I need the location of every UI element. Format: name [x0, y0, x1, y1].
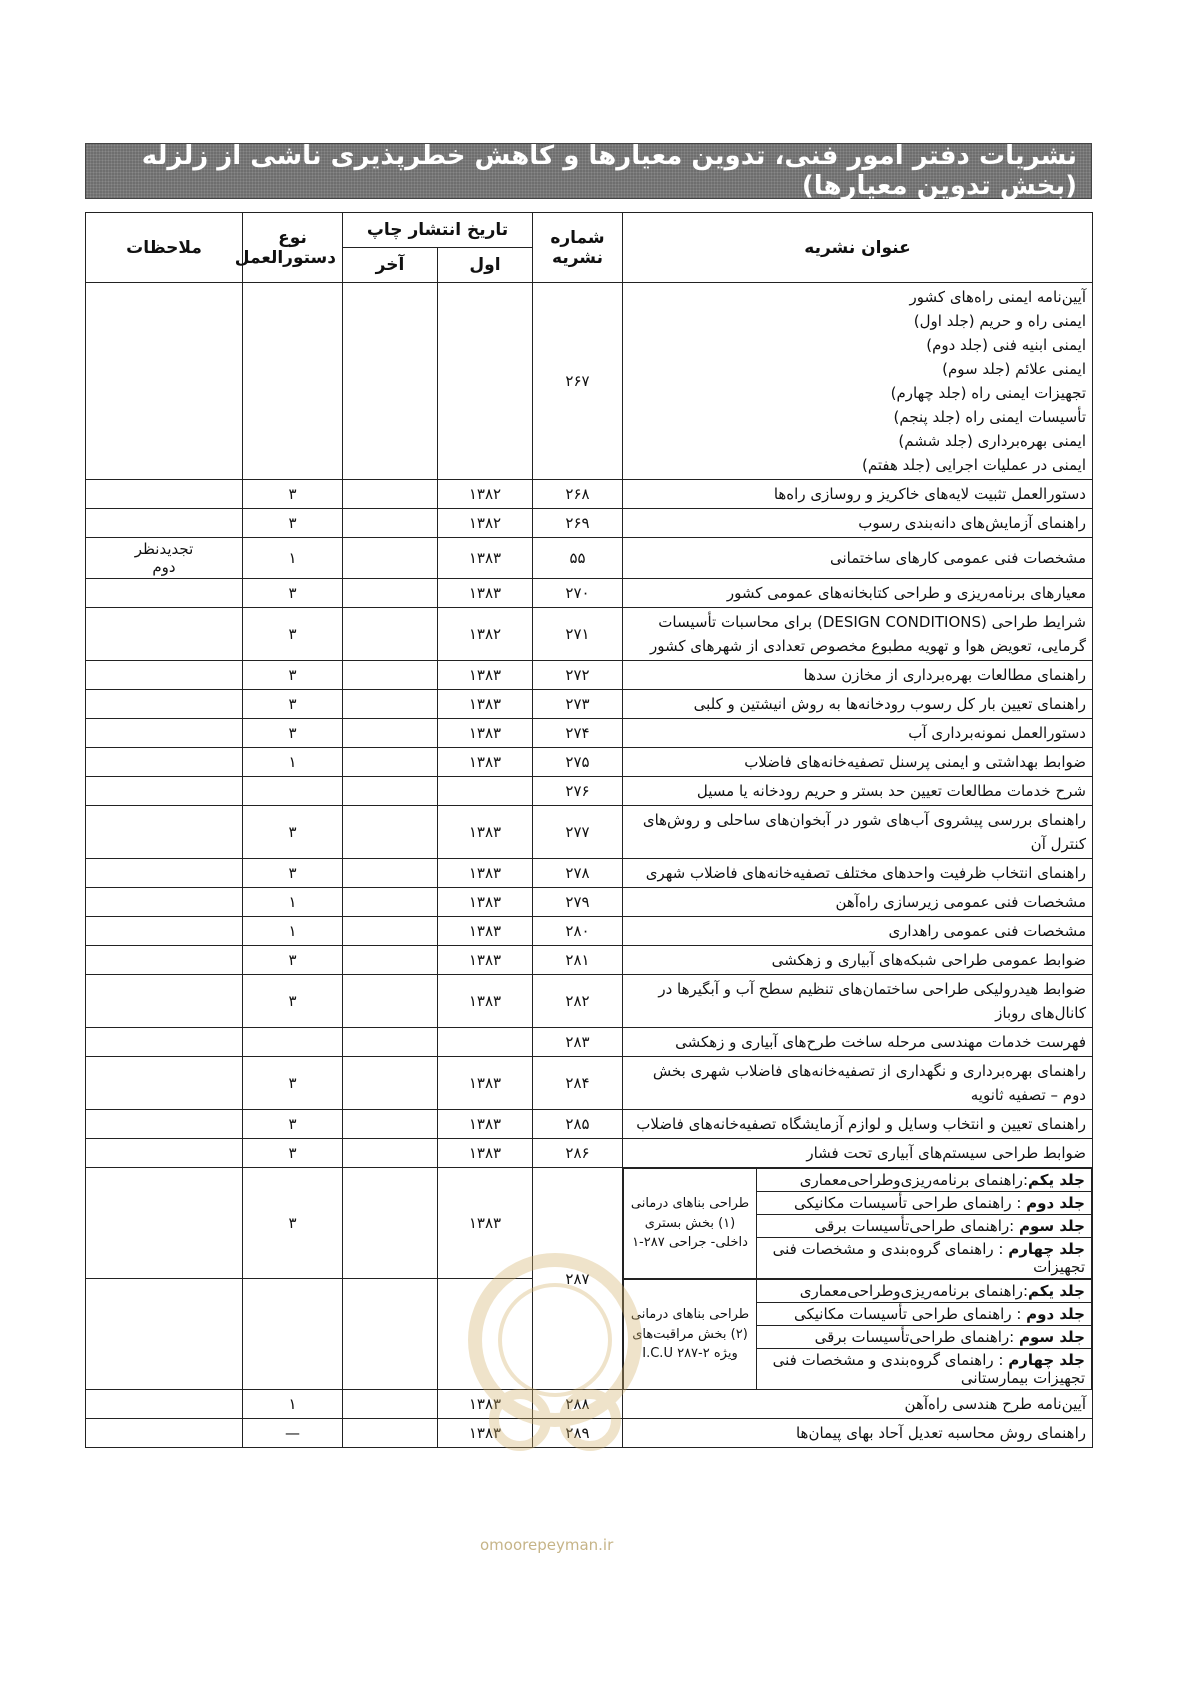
row-last-date — [343, 859, 438, 888]
row-type: ۳ — [243, 1057, 343, 1110]
volume-item: جلد سوم :راهنمای طراحی‌تأسیسات برقی — [757, 1215, 1092, 1238]
row-type: ۱ — [243, 888, 343, 917]
table-row — [86, 719, 1093, 748]
row-title: راهنمای بررسی پیشروی آب‌های شور در آبخوان‌های ساحلی و روش‌های کنترل آن — [623, 806, 1093, 859]
volume-item: جلد یکم:راهنمای برنامه‌ریزی‌وطراحی‌معماری — [757, 1169, 1092, 1192]
row-title: راهنمای تعیین و انتخاب وسایل و لوازم آزمایشگاه تصفیه‌خانه‌های فاضلاب — [623, 1110, 1093, 1139]
row-first-date: ۱۳۸۳ — [438, 806, 533, 859]
row-title: راهنمای تعیین بار کل رسوب رودخانه‌ها به روش انیشتین و کلبی — [623, 690, 1093, 719]
row-type: ۳ — [243, 1168, 343, 1279]
row-number: ۲۸۱ — [533, 946, 623, 975]
row-notes — [86, 748, 243, 777]
row-type: ۳ — [243, 719, 343, 748]
row-number: ۲۷۹ — [533, 888, 623, 917]
row-title: آیین‌نامه طرح هندسی راه‌آهن — [623, 1390, 1093, 1419]
row-title: راهنمای آزمایش‌های دانه‌بندی رسوب — [623, 509, 1093, 538]
row-first-date: ۱۳۸۳ — [438, 579, 533, 608]
row-notes: تجدیدنظر دوم — [86, 538, 243, 579]
row-number: ۲۷۴ — [533, 719, 623, 748]
row-number: ۲۷۱ — [533, 608, 623, 661]
row-notes — [86, 661, 243, 690]
volume-group-label: طراحی بناهای درمانی (۲) بخش مراقبت‌های ویژه I.C.U ۲۸۷-۲ — [624, 1280, 757, 1390]
row-last-date — [343, 1057, 438, 1110]
publications-table — [85, 212, 1093, 1448]
row-notes — [86, 975, 243, 1028]
row-first-date: ۱۳۸۳ — [438, 946, 533, 975]
row-last-date — [343, 608, 438, 661]
row-type: ۳ — [243, 690, 343, 719]
row-notes — [86, 946, 243, 975]
row-last-date — [343, 579, 438, 608]
banner-title: نشریات دفتر امور فنی، تدوین معیارها و کاهش خطرپذیری ناشی از زلزله (بخش تدوین معیارها) — [141, 141, 1077, 201]
row-first-date: ۱۳۸۳ — [438, 1110, 533, 1139]
row-number: ۲۸۴ — [533, 1057, 623, 1110]
row-notes — [86, 480, 243, 509]
row-first-date: ۱۳۸۳ — [438, 661, 533, 690]
volume-item: جلد سوم :راهنمای طراحی‌تأسیسات برقی — [757, 1326, 1092, 1349]
row-number: ۲۷۷ — [533, 806, 623, 859]
table-row — [86, 1110, 1093, 1139]
volume-item: جلد یکم:راهنمای برنامه‌ریزی‌وطراحی‌معماری — [757, 1280, 1092, 1303]
row-type: ۳ — [243, 946, 343, 975]
row-first-date: ۱۳۸۳ — [438, 748, 533, 777]
row-first-date: ۱۳۸۳ — [438, 859, 533, 888]
row-type: ۱ — [243, 538, 343, 579]
row-title: مشخصات فنی عمومی کارهای ساختمانی — [623, 538, 1093, 579]
row-notes — [86, 1390, 243, 1419]
row-number: ۲۷۰ — [533, 579, 623, 608]
table-row — [86, 579, 1093, 608]
row-last-date — [343, 480, 438, 509]
row-type: ۳ — [243, 859, 343, 888]
header-date: تاریخ انتشار چاپ — [343, 213, 533, 248]
row-type: ۱ — [243, 748, 343, 777]
table-row — [86, 690, 1093, 719]
row-type: ۳ — [243, 1139, 343, 1168]
table-row — [86, 1057, 1093, 1110]
row-last-date — [343, 777, 438, 806]
table-row — [86, 946, 1093, 975]
row-first-date: ۱۳۸۳ — [438, 1168, 533, 1279]
row-number: ۲۸۹ — [533, 1419, 623, 1448]
row-title: راهنمای مطالعات بهره‌برداری از مخازن سدها — [623, 661, 1093, 690]
row-first-date: ۱۳۸۳ — [438, 538, 533, 579]
row-first-date: ۱۳۸۳ — [438, 917, 533, 946]
row-notes — [86, 1279, 243, 1390]
header-first: اول — [438, 248, 533, 283]
row-number: ۲۸۰ — [533, 917, 623, 946]
row-last-date — [343, 1419, 438, 1448]
row-last-date — [343, 283, 438, 480]
row-last-date — [343, 719, 438, 748]
row-first-date: ۱۳۸۲ — [438, 480, 533, 509]
row-title: دستورالعمل نمونه‌برداری آب — [623, 719, 1093, 748]
row-first-date — [438, 1279, 533, 1390]
row-last-date — [343, 1110, 438, 1139]
page-banner — [85, 143, 1092, 199]
row-first-date — [438, 283, 533, 480]
row-title: معیارهای برنامه‌ریزی و طراحی کتابخانه‌های عمومی کشور — [623, 579, 1093, 608]
table-row — [86, 1139, 1093, 1168]
row-first-date: ۱۳۸۳ — [438, 690, 533, 719]
table-row — [86, 509, 1093, 538]
row-notes — [86, 608, 243, 661]
table-row-hospital-1 — [86, 1168, 1093, 1279]
row-title: راهنمای روش محاسبه تعدیل آحاد بهای پیمان‌ها — [623, 1419, 1093, 1448]
header-number: شماره نشریه — [533, 213, 623, 283]
row-last-date — [343, 946, 438, 975]
row-first-date: ۱۳۸۲ — [438, 509, 533, 538]
row-title: شرایط طراحی (DESIGN CONDITIONS) برای محاسبات تأسیسات گرمایی، تعویض هوا و تهویه مطبوع مخصوص تعدادی از شهرهای کشور — [623, 608, 1093, 661]
row-last-date — [343, 806, 438, 859]
row-type: ۳ — [243, 661, 343, 690]
row-title: فهرست خدمات مهندسی مرحله ساخت طرح‌های آبیاری و زهکشی — [623, 1028, 1093, 1057]
table-row — [86, 661, 1093, 690]
row-first-date: ۱۳۸۳ — [438, 888, 533, 917]
row-first-date: ۱۳۸۳ — [438, 719, 533, 748]
row-title: مشخصات فنی عمومی زیرسازی راه‌آهن — [623, 888, 1093, 917]
table-row — [86, 608, 1093, 661]
row-title: ضوابط بهداشتی و ایمنی پرسنل تصفیه‌خانه‌های فاضلاب — [623, 748, 1093, 777]
table-row — [86, 283, 1093, 480]
row-last-date — [343, 748, 438, 777]
row-first-date: ۱۳۸۳ — [438, 1419, 533, 1448]
header-last: آخر — [343, 248, 438, 283]
header-type: نوع دستورالعمل — [243, 213, 343, 283]
volume-item: جلد چهارم : راهنمای گروه‌بندی و مشخصات فنی تجهیزات بیمارستانی — [757, 1349, 1092, 1390]
row-number: ۲۷۸ — [533, 859, 623, 888]
row-last-date — [343, 1139, 438, 1168]
row-type — [243, 1028, 343, 1057]
row-number: ۲۶۷ — [533, 283, 623, 480]
row-last-date — [343, 538, 438, 579]
row-first-date: ۱۳۸۳ — [438, 1139, 533, 1168]
table-row — [86, 806, 1093, 859]
table-row — [86, 480, 1093, 509]
row-type — [243, 283, 343, 480]
row-last-date — [343, 509, 438, 538]
table-row — [86, 1028, 1093, 1057]
row-number: ۲۷۲ — [533, 661, 623, 690]
row-notes — [86, 1139, 243, 1168]
row-notes — [86, 719, 243, 748]
row-type: ۱ — [243, 917, 343, 946]
row-first-date: ۱۳۸۳ — [438, 975, 533, 1028]
row-last-date — [343, 1168, 438, 1279]
row-first-date — [438, 777, 533, 806]
table-row — [86, 975, 1093, 1028]
row-type: ۳ — [243, 608, 343, 661]
row-type: ۱ — [243, 1390, 343, 1419]
row-notes — [86, 283, 243, 480]
row-notes — [86, 579, 243, 608]
header-notes: ملاحظات — [86, 213, 243, 283]
row-title: ضوابط هیدرولیکی طراحی ساختمان‌های تنظیم سطح آب و آبگیرها در کانال‌های روباز — [623, 975, 1093, 1028]
table-row — [86, 917, 1093, 946]
row-type — [243, 777, 343, 806]
row-first-date: ۱۳۸۳ — [438, 1057, 533, 1110]
row-notes — [86, 1028, 243, 1057]
table-row — [86, 538, 1093, 579]
row-title: شرح خدمات مطالعات تعیین حد بستر و حریم رودخانه یا مسیل — [623, 777, 1093, 806]
table-row — [86, 1390, 1093, 1419]
row-title: مشخصات فنی عمومی راهداری — [623, 917, 1093, 946]
volume-item: جلد چهارم : راهنمای گروه‌بندی و مشخصات فنی تجهیزات — [757, 1238, 1092, 1279]
row-title: راهنمای بهره‌برداری و نگهداری از تصفیه‌خانه‌های فاضلاب شهری بخش دوم – تصفیه ثانویه — [623, 1057, 1093, 1110]
volume-item: جلد دوم : راهنمای طراحی تأسیسات مکانیکی — [757, 1303, 1092, 1326]
row-title: ضوابط طراحی سیستم‌های آبیاری تحت فشار — [623, 1139, 1093, 1168]
row-type: ۳ — [243, 975, 343, 1028]
table-row — [86, 888, 1093, 917]
row-number: ۲۸۳ — [533, 1028, 623, 1057]
row-last-date — [343, 690, 438, 719]
table-row — [86, 748, 1093, 777]
row-number: ۲۸۵ — [533, 1110, 623, 1139]
row-type: ۳ — [243, 480, 343, 509]
row-number: ۲۷۶ — [533, 777, 623, 806]
row-number: ۲۸۶ — [533, 1139, 623, 1168]
row-last-date — [343, 917, 438, 946]
row-notes — [86, 1057, 243, 1110]
row-last-date — [343, 1279, 438, 1390]
header-title: عنوان نشریه — [623, 213, 1093, 283]
table-row — [86, 777, 1093, 806]
volumes-table — [623, 1168, 1092, 1278]
row-type: ۳ — [243, 509, 343, 538]
row-title: ضوابط عمومی طراحی شبکه‌های آبیاری و زهکشی — [623, 946, 1093, 975]
row-notes — [86, 777, 243, 806]
row-title: راهنمای انتخاب ظرفیت واحدهای مختلف تصفیه‌خانه‌های فاضلاب شهری — [623, 859, 1093, 888]
row-number: ۲۶۸ — [533, 480, 623, 509]
row-title: آیین‌نامه ایمنی راه‌های کشور ایمنی راه و حریم (جلد اول) ایمنی ابنیه فنی (جلد دوم) ایمنی علائم (جلد سوم) تجهیزات ایمنی راه (جلد چهارم) تأسیسات ایمنی راه (جلد پنجم) ایمنی بهره‌برداری (جلد ششم) ایمنی در عملیات اجرایی (جلد هفتم) — [623, 283, 1093, 480]
volumes-table — [623, 1279, 1092, 1389]
row-first-date: ۱۳۸۲ — [438, 608, 533, 661]
row-type: ۳ — [243, 806, 343, 859]
volume-row — [624, 1280, 1092, 1303]
row-notes — [86, 859, 243, 888]
table-header-row — [86, 213, 1093, 248]
row-number: ۲۸۷ — [533, 1168, 623, 1390]
volume-row — [624, 1169, 1092, 1192]
row-number: ۲۸۲ — [533, 975, 623, 1028]
row-first-date — [438, 1028, 533, 1057]
row-type — [243, 1279, 343, 1390]
row-title — [623, 1279, 1093, 1390]
row-last-date — [343, 661, 438, 690]
table-row — [86, 1419, 1093, 1448]
row-number: ۲۷۵ — [533, 748, 623, 777]
row-notes — [86, 690, 243, 719]
row-notes — [86, 888, 243, 917]
row-last-date — [343, 1028, 438, 1057]
row-last-date — [343, 888, 438, 917]
row-number: ۲۸۸ — [533, 1390, 623, 1419]
row-notes — [86, 917, 243, 946]
table-body — [86, 283, 1093, 1448]
row-title: دستورالعمل تثبیت لایه‌های خاکریز و روسازی راه‌ها — [623, 480, 1093, 509]
volume-item: جلد دوم : راهنمای طراحی تأسیسات مکانیکی — [757, 1192, 1092, 1215]
row-notes — [86, 806, 243, 859]
row-notes — [86, 1419, 243, 1448]
row-number: ۲۶۹ — [533, 509, 623, 538]
table-row — [86, 859, 1093, 888]
row-title — [623, 1168, 1093, 1279]
row-type: ۳ — [243, 1110, 343, 1139]
watermark-text: omoorepeyman.ir — [480, 1536, 614, 1554]
row-type: ۳ — [243, 579, 343, 608]
row-last-date — [343, 1390, 438, 1419]
row-number: ۲۷۳ — [533, 690, 623, 719]
row-type: — — [243, 1419, 343, 1448]
row-number: ۵۵ — [533, 538, 623, 579]
row-notes — [86, 1110, 243, 1139]
row-notes — [86, 509, 243, 538]
row-last-date — [343, 975, 438, 1028]
volume-group-label: طراحی بناهای درمانی (۱) بخش بستری داخلی- جراحی ۲۸۷-۱ — [624, 1169, 757, 1279]
row-notes — [86, 1168, 243, 1279]
row-first-date: ۱۳۸۳ — [438, 1390, 533, 1419]
